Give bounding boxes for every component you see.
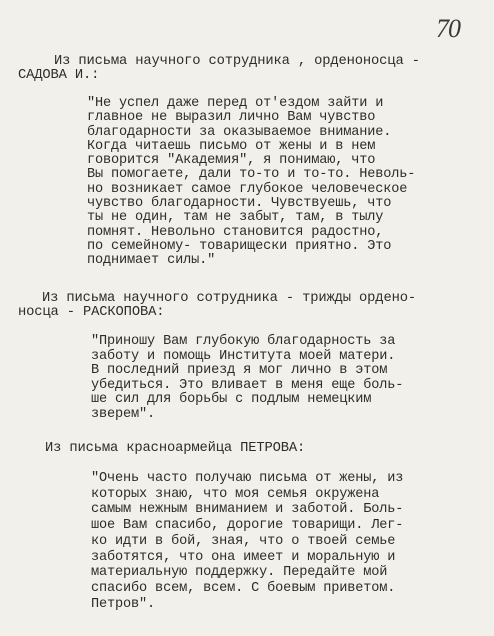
text-line: чувство благодарности. Чувствуешь, что: [87, 196, 392, 212]
text-line: Вы помогаете, дали то-то и то-то. Неволь-: [87, 167, 416, 183]
text-line: по семейному- товарищески приятно. Это: [87, 238, 392, 254]
letter-1-quote: [87, 97, 415, 269]
letter-2-quote: [91, 335, 403, 423]
text-line: САДОВА И.:: [18, 67, 100, 83]
text-line: заботятся, что она имеет и моральную и: [91, 549, 396, 565]
page-number: 70: [436, 14, 460, 43]
text-line: Когда читаешь письмо от жены и в нем: [87, 138, 376, 154]
text-line: которых знаю, что моя семья окружена: [91, 486, 380, 502]
text-line: Из письма научного сотрудника , орденоносца -: [54, 54, 420, 69]
text-line: главное не выразил лично Вам чувство: [87, 110, 376, 126]
text-line: помнят. Невольно становится радостно,: [87, 224, 384, 240]
text-line: шое Вам спасибо, дорогие товарищи. Лег-: [91, 518, 404, 534]
text-line: носца - РАСКОПОВА:: [18, 304, 165, 320]
letter-1-intro: [18, 55, 420, 82]
letter-2-intro: [18, 292, 416, 319]
text-line: Из письма научного сотрудника - трижды ордено-: [42, 291, 416, 306]
letter-3-quote: [91, 471, 403, 612]
text-line: говорится "Академия", я понимаю, что: [87, 153, 376, 169]
text-line: самым нежным вниманием и заботой. Боль-: [91, 502, 404, 518]
text-line: Петров".: [91, 596, 156, 612]
text-line: ше сил для борьбы с подлым немецким: [91, 392, 372, 408]
text-line: ты не один, там не забыт, там, в тылу: [87, 210, 384, 226]
text-line: "Очень часто получаю письма от жены, из: [91, 471, 404, 486]
text-line: но возникает самое глубокое человеческое: [87, 181, 408, 197]
text-line: заботу и помощь Института моей матери.: [91, 348, 396, 364]
text-line: спасибо всем, всем. С боевым приветом.: [91, 580, 396, 596]
text-line: В последний приезд я мог лично в этом: [91, 363, 388, 379]
text-line: зверем".: [91, 406, 156, 422]
text-line: убедиться. Это вливает в меня еще боль-: [91, 377, 404, 393]
text-line: поднимает силы.": [87, 253, 216, 269]
text-line: Из письма красноармейца ПЕТРОВА:: [45, 441, 306, 456]
text-line: "Не успел даже перед от'ездом зайти и: [87, 96, 384, 111]
letter-3-intro: [45, 442, 305, 456]
text-line: ко идти в бой, зная, что о твоей семье: [91, 533, 396, 549]
text-line: "Приношу Вам глубокую благодарность за: [91, 334, 396, 349]
text-line: благодарности за оказываемое внимание.: [87, 124, 392, 140]
text-line: материальную поддержку. Передайте мой: [91, 565, 388, 581]
